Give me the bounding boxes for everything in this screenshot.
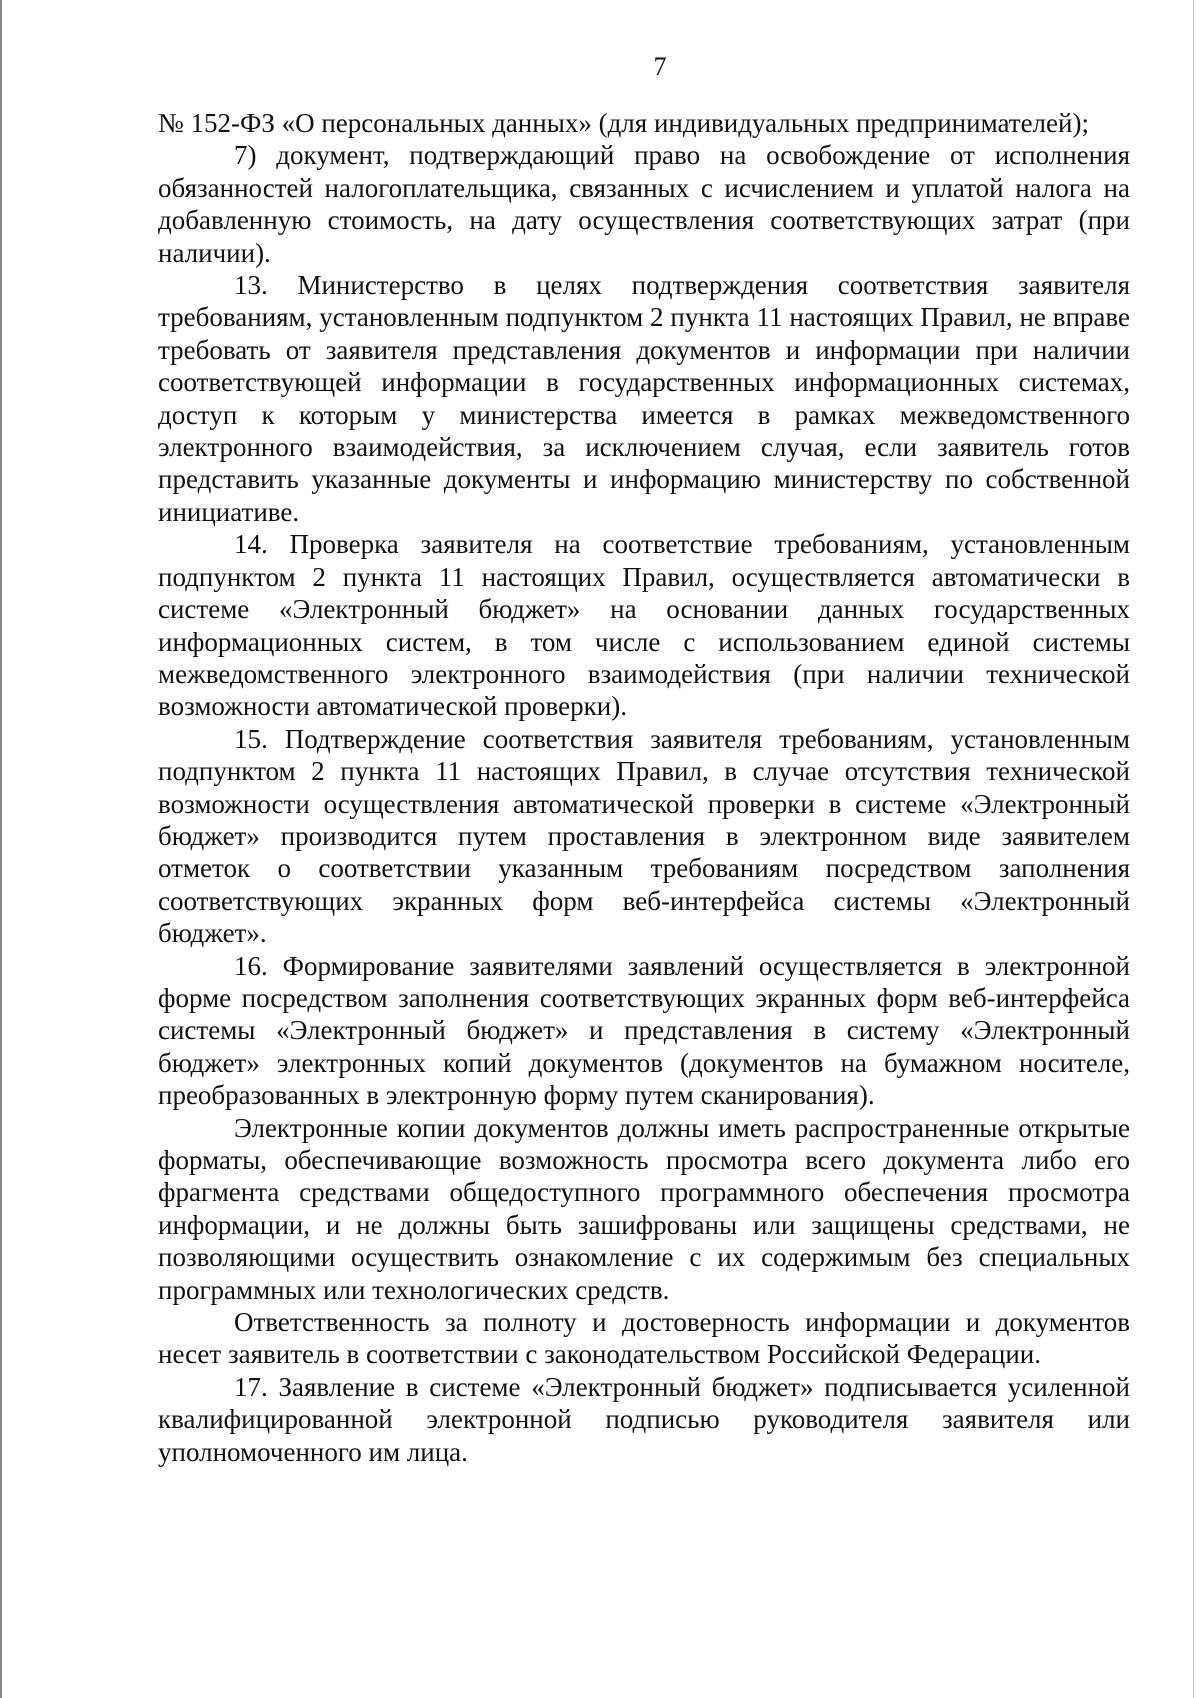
page-number: 7 xyxy=(653,52,667,81)
paragraph-responsibility: Ответственность за полноту и достоверность информации и документов несет заявитель в соответствии с законодательством Российской Федерации. xyxy=(158,1307,1130,1370)
document-body xyxy=(158,107,1130,1468)
paragraph-16: 16. Формирование заявителями заявлений осуществляется в электронной форме посредством заполнения соответствующих экранных форм веб-интерфейса системы «Электронный бюджет» и представления в систему «Электронный бюджет» электронных копий документов (документов на бумажном носителе, преобразованных в электронную форму путем сканирования). xyxy=(158,950,1130,1111)
paragraph-15: 15. Подтверждение соответствия заявителя требованиям, установленным подпунктом 2 пункта 11 настоящих Правил, в случае отсутствия технической возможности осуществления автоматической проверки в системе «Электронный бюджет» производится путем проставления в электронном виде заявителем отметок о соответствии указанным требованиям посредством заполнения соответствующих экранных форм веб-интерфейса системы «Электронный бюджет». xyxy=(158,723,1130,949)
paragraph-17: 17. Заявление в системе «Электронный бюджет» подписывается усиленной квалифицированной электронной подписью руководителя заявителя или уполномоченного им лица. xyxy=(158,1371,1130,1467)
scan-edge-right xyxy=(1193,0,1194,1698)
paragraph-continuation: № 152-ФЗ «О персональных данных» (для индивидуальных предпринимателей); xyxy=(158,108,1089,138)
paragraph-electronic-copies: Электронные копии документов должны иметь распространенные открытые форматы, обеспечивающие возможность просмотра всего документа либо его фрагмента средствами общедоступного программного обеспечения просмотра информации, и не должны быть зашифрованы или защищены средствами, не позволяющими осуществить ознакомление с их содержимым без специальных программных или технологических средств. xyxy=(158,1112,1130,1305)
paragraph-item-7: 7) документ, подтверждающий право на освобождение от исполнения обязанностей налогоплательщика, связанных с исчислением и уплатой налога на добавленную стоимость, на дату осуществления соответствующих затрат (при наличии). xyxy=(158,140,1130,268)
scan-edge-left xyxy=(0,0,2,1698)
paragraph-13: 13. Министерство в целях подтверждения соответствия заявителя требованиям, установленным подпунктом 2 пункта 11 настоящих Правил, не вправе требовать от заявителя представления документов и информации при наличии соответствующей информации в государственных информационных системах, доступ к которым у министерства имеется в рамках межведомственного электронного взаимодействия, за исключением случая, если заявитель готов представить указанные документы и информацию министерству по собственной инициативе. xyxy=(158,270,1130,527)
paragraph-14: 14. Проверка заявителя на соответствие требованиям, установленным подпунктом 2 пункта 11 настоящих Правил, осуществляется автоматически в системе «Электронный бюджет» на основании данных государственных информационных систем, в том числе с использованием единой системы межведомственного электронного взаимодействия (при наличии технической возможности автоматической проверки). xyxy=(158,529,1130,722)
